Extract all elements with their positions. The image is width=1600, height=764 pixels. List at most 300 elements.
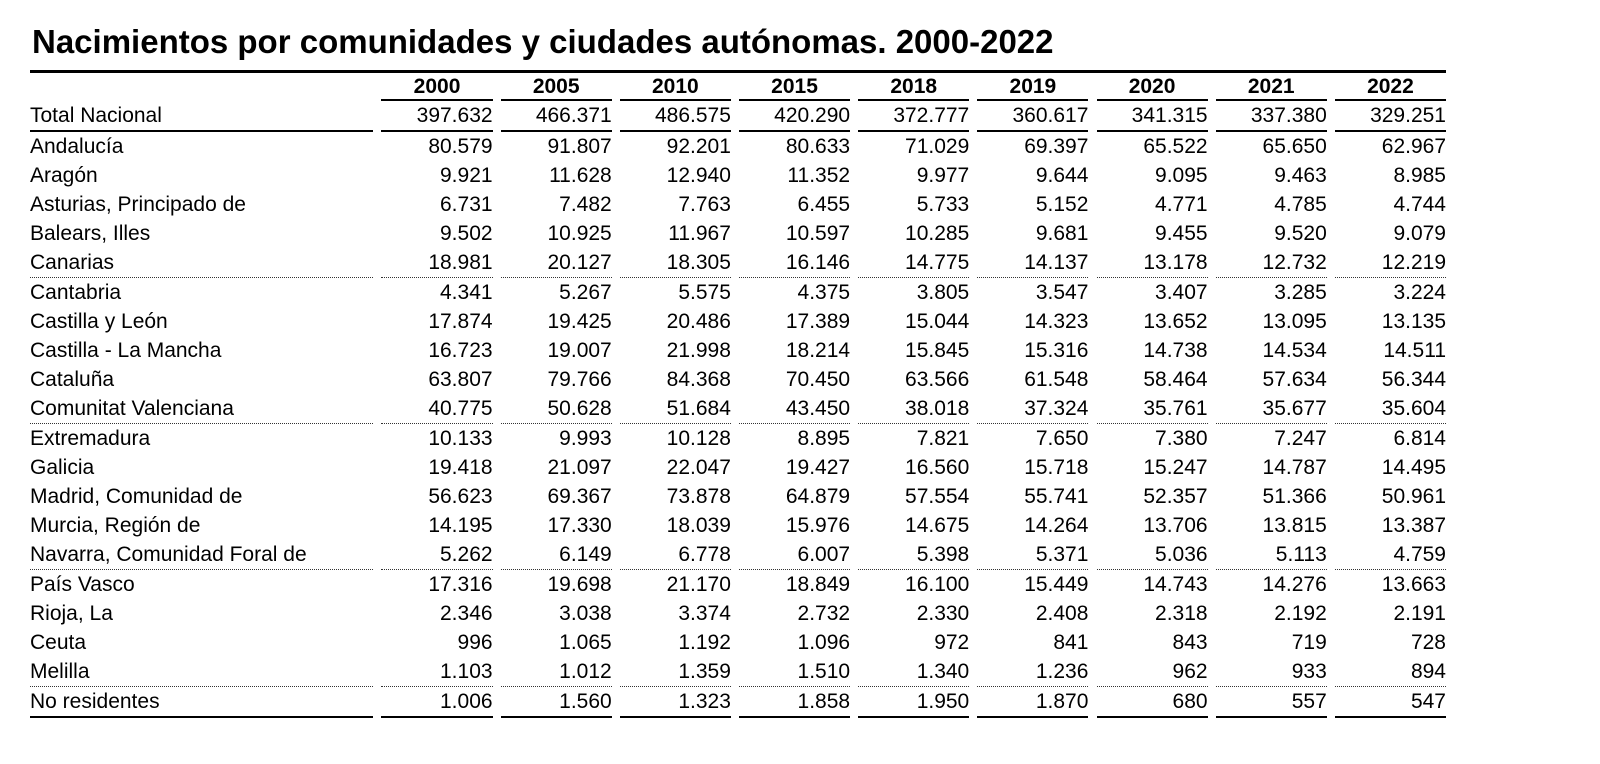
region-name: Aragón <box>30 164 98 187</box>
birth-count: 9.993 <box>559 427 612 450</box>
cell-gap <box>731 540 739 570</box>
table-row <box>30 482 1446 511</box>
cell-gap <box>1088 453 1096 482</box>
cell-gap <box>373 511 381 540</box>
table-row <box>30 453 1446 482</box>
birth-count: 1.323 <box>620 687 731 718</box>
birth-count: 91.807 <box>547 135 612 158</box>
birth-count: 2.346 <box>440 602 493 625</box>
cell-gap <box>731 687 739 718</box>
cell-gap <box>1327 365 1335 394</box>
cell-gap <box>1088 336 1096 365</box>
cell-gap <box>1327 511 1335 540</box>
cell-gap <box>612 190 620 219</box>
birth-count: 15.316 <box>1024 339 1089 362</box>
cell-gap <box>1208 248 1216 278</box>
year-header: 2019 <box>977 73 1088 100</box>
birth-count: 80.579 <box>428 135 493 158</box>
cell-gap <box>1088 482 1096 511</box>
birth-count: 894 <box>1335 657 1446 687</box>
birth-count: 15.718 <box>1024 456 1089 479</box>
cell-gap <box>373 336 381 365</box>
birth-count: 2.408 <box>1035 602 1089 625</box>
birth-count: 7.482 <box>559 193 612 216</box>
cell-gap <box>731 219 739 248</box>
table-row <box>30 657 1446 687</box>
birth-count: 70.450 <box>785 368 851 391</box>
cell-gap <box>493 453 501 482</box>
region-name: Castilla - La Mancha <box>30 339 222 362</box>
birth-count: 19.698 <box>547 573 612 596</box>
cell-gap <box>612 248 620 278</box>
cell-gap <box>373 100 381 131</box>
cell-gap <box>1208 687 1216 718</box>
region-name: Canarias <box>30 248 373 278</box>
birth-count: 7.763 <box>678 193 731 216</box>
region-name: País Vasco <box>30 573 135 596</box>
cell-gap <box>373 570 381 600</box>
header-gap <box>1088 73 1096 100</box>
birth-count: 1.236 <box>977 657 1088 687</box>
total-row <box>30 100 1446 131</box>
birth-count: 547 <box>1335 687 1446 718</box>
birth-count: 14.137 <box>977 248 1088 278</box>
cell-gap <box>731 278 739 308</box>
birth-count: 15.449 <box>1024 573 1089 596</box>
cell-gap <box>1327 657 1335 687</box>
cell-gap <box>373 628 381 657</box>
cell-gap <box>969 687 977 718</box>
cell-gap <box>612 453 620 482</box>
birth-count: 20.486 <box>666 310 731 333</box>
cell-gap <box>1208 540 1216 570</box>
birth-count: 8.985 <box>1393 164 1446 187</box>
cell-gap <box>969 394 977 424</box>
cell-gap <box>493 307 501 336</box>
birth-count: 843 <box>1172 631 1208 654</box>
cell-gap <box>850 628 858 657</box>
cell-gap <box>731 453 739 482</box>
cell-gap <box>373 190 381 219</box>
birth-count: 92.201 <box>666 135 731 158</box>
table-title: Nacimientos por comunidades y ciudades autónomas. 2000-2022 <box>32 23 1054 60</box>
birth-count: 1.359 <box>620 657 731 687</box>
cell-gap <box>373 424 381 454</box>
birth-count: 680 <box>1097 687 1208 718</box>
cell-gap <box>612 131 620 161</box>
cell-gap <box>493 131 501 161</box>
cell-gap <box>1327 278 1335 308</box>
birth-count: 9.079 <box>1393 222 1446 245</box>
cell-gap <box>493 161 501 190</box>
cell-gap <box>612 219 620 248</box>
birth-count: 16.723 <box>428 339 493 362</box>
birth-count: 6.007 <box>739 540 850 570</box>
birth-count: 5.371 <box>977 540 1088 570</box>
cell-gap <box>373 394 381 424</box>
birth-count: 15.976 <box>785 514 851 537</box>
birth-count: 6.731 <box>440 193 493 216</box>
cell-gap <box>612 628 620 657</box>
cell-gap <box>850 219 858 248</box>
cell-gap <box>1088 365 1096 394</box>
header-row <box>30 73 1446 100</box>
region-header <box>30 73 373 100</box>
birth-count: 9.921 <box>440 164 493 187</box>
cell-gap <box>493 687 501 718</box>
birth-count: 972 <box>934 631 970 654</box>
cell-gap <box>493 570 501 600</box>
cell-gap <box>731 248 739 278</box>
region-name: No residentes <box>30 687 373 718</box>
region-name: Andalucía <box>30 135 124 158</box>
cell-gap <box>1327 628 1335 657</box>
birth-count: 21.170 <box>666 573 731 596</box>
cell-gap <box>1088 570 1096 600</box>
birth-count: 3.224 <box>1393 281 1446 304</box>
cell-gap <box>731 161 739 190</box>
cell-gap <box>1327 100 1335 131</box>
birth-count: 51.684 <box>620 394 731 424</box>
birth-count: 9.681 <box>1035 222 1089 245</box>
birth-count: 15.044 <box>905 310 970 333</box>
birth-count: 16.146 <box>739 248 850 278</box>
birth-count: 11.628 <box>549 164 612 187</box>
cell-gap <box>850 365 858 394</box>
birth-count: 372.777 <box>858 100 969 131</box>
birth-count: 10.597 <box>785 222 851 245</box>
cell-gap <box>612 307 620 336</box>
cell-gap <box>612 278 620 308</box>
birth-count: 14.323 <box>1024 310 1089 333</box>
birth-count: 12.219 <box>1335 248 1446 278</box>
birth-count: 13.178 <box>1097 248 1208 278</box>
cell-gap <box>969 453 977 482</box>
header-gap <box>969 73 977 100</box>
cell-gap <box>1088 628 1096 657</box>
region-name: Total Nacional <box>30 100 373 131</box>
birth-count: 6.455 <box>797 193 851 216</box>
region-name: Comunitat Valenciana <box>30 394 373 424</box>
birth-count: 55.741 <box>1024 485 1089 508</box>
cell-gap <box>969 278 977 308</box>
birth-count: 35.677 <box>1216 394 1327 424</box>
birth-count: 1.560 <box>501 687 612 718</box>
birth-count: 1.340 <box>858 657 969 687</box>
cell-gap <box>969 307 977 336</box>
birth-count: 14.787 <box>1262 456 1327 479</box>
cell-gap <box>1088 307 1096 336</box>
cell-gap <box>373 599 381 628</box>
birth-count: 17.389 <box>785 310 851 333</box>
cell-gap <box>1088 599 1096 628</box>
birth-count: 38.018 <box>858 394 969 424</box>
birth-count: 10.128 <box>666 427 731 450</box>
cell-gap <box>850 248 858 278</box>
table-row <box>30 394 1446 424</box>
cell-gap <box>1208 482 1216 511</box>
birth-count: 3.038 <box>559 602 612 625</box>
birth-count: 11.352 <box>787 164 851 187</box>
region-name: Melilla <box>30 657 373 687</box>
cell-gap <box>493 482 501 511</box>
cell-gap <box>850 190 858 219</box>
region-name: Extremadura <box>30 427 151 450</box>
year-header: 2015 <box>739 73 850 100</box>
birth-count: 420.290 <box>739 100 850 131</box>
birth-count: 337.380 <box>1216 100 1327 131</box>
cell-gap <box>1208 131 1216 161</box>
region-name: Ceuta <box>30 631 87 654</box>
birth-count: 50.628 <box>501 394 612 424</box>
cell-gap <box>1208 365 1216 394</box>
birth-count: 1.065 <box>559 631 612 654</box>
cell-gap <box>612 482 620 511</box>
cell-gap <box>1327 190 1335 219</box>
cell-gap <box>969 482 977 511</box>
cell-gap <box>373 365 381 394</box>
birth-count: 962 <box>1097 657 1208 687</box>
cell-gap <box>1208 161 1216 190</box>
cell-gap <box>373 161 381 190</box>
table-row <box>30 365 1446 394</box>
birth-count: 14.511 <box>1383 339 1446 362</box>
cell-gap <box>493 394 501 424</box>
region-name: Cataluña <box>30 368 115 391</box>
birth-count: 4.744 <box>1393 193 1446 216</box>
births-table <box>30 73 1446 718</box>
header-gap <box>493 73 501 100</box>
birth-count: 9.095 <box>1155 164 1208 187</box>
birth-count: 14.534 <box>1262 339 1327 362</box>
birth-count: 5.733 <box>916 193 970 216</box>
cell-gap <box>612 336 620 365</box>
cell-gap <box>1327 394 1335 424</box>
birth-count: 52.357 <box>1143 485 1208 508</box>
cell-gap <box>1088 540 1096 570</box>
year-header: 2005 <box>501 73 612 100</box>
cell-gap <box>731 131 739 161</box>
cell-gap <box>969 540 977 570</box>
birth-count: 12.940 <box>666 164 731 187</box>
cell-gap <box>969 219 977 248</box>
birth-count: 1.192 <box>678 631 731 654</box>
cell-gap <box>731 570 739 600</box>
cell-gap <box>373 687 381 718</box>
birth-count: 14.775 <box>858 248 969 278</box>
birth-count: 5.267 <box>559 281 612 304</box>
birth-count: 14.195 <box>428 514 493 537</box>
cell-gap <box>1088 511 1096 540</box>
birth-count: 2.330 <box>916 602 970 625</box>
cell-gap <box>1088 278 1096 308</box>
birth-count: 1.950 <box>858 687 969 718</box>
birth-count: 79.766 <box>547 368 612 391</box>
birth-count: 9.455 <box>1155 222 1208 245</box>
table-row <box>30 307 1446 336</box>
cell-gap <box>850 424 858 454</box>
birth-count: 10.285 <box>905 222 970 245</box>
cell-gap <box>731 394 739 424</box>
birth-count: 5.113 <box>1216 540 1327 570</box>
cell-gap <box>1327 687 1335 718</box>
birth-count: 56.344 <box>1381 368 1446 391</box>
cell-gap <box>850 540 858 570</box>
cell-gap <box>731 657 739 687</box>
cell-gap <box>1327 336 1335 365</box>
table-row <box>30 570 1446 600</box>
birth-count: 13.663 <box>1381 573 1446 596</box>
cell-gap <box>969 657 977 687</box>
birth-count: 14.264 <box>1024 514 1089 537</box>
birth-count: 17.316 <box>428 573 493 596</box>
table-row <box>30 424 1446 454</box>
birth-count: 3.407 <box>1155 281 1208 304</box>
birth-count: 61.548 <box>1024 368 1089 391</box>
table-row <box>30 599 1446 628</box>
cell-gap <box>612 424 620 454</box>
cell-gap <box>969 190 977 219</box>
table-row <box>30 190 1446 219</box>
region-name: Balears, Illes <box>30 222 151 245</box>
cell-gap <box>612 394 620 424</box>
cell-gap <box>1208 307 1216 336</box>
birth-count: 6.814 <box>1393 427 1446 450</box>
header-gap <box>731 73 739 100</box>
cell-gap <box>612 511 620 540</box>
cell-gap <box>969 336 977 365</box>
birth-count: 341.315 <box>1097 100 1208 131</box>
birth-count: 5.152 <box>1035 193 1089 216</box>
cell-gap <box>1208 511 1216 540</box>
birth-count: 360.617 <box>977 100 1088 131</box>
birth-count: 19.418 <box>428 456 493 479</box>
birth-count: 10.133 <box>428 427 493 450</box>
birth-count: 6.778 <box>620 540 731 570</box>
table-row <box>30 628 1446 657</box>
cell-gap <box>1327 248 1335 278</box>
cell-gap <box>493 424 501 454</box>
birth-count: 466.371 <box>501 100 612 131</box>
cell-gap <box>1327 540 1335 570</box>
cell-gap <box>1327 161 1335 190</box>
cell-gap <box>1327 307 1335 336</box>
birth-count: 14.495 <box>1381 456 1446 479</box>
birth-count: 329.251 <box>1335 100 1446 131</box>
birth-count: 19.007 <box>547 339 612 362</box>
cell-gap <box>969 424 977 454</box>
cell-gap <box>850 394 858 424</box>
birth-count: 18.305 <box>620 248 731 278</box>
cell-gap <box>969 511 977 540</box>
cell-gap <box>1088 161 1096 190</box>
birth-count: 7.650 <box>1035 427 1089 450</box>
birth-count: 933 <box>1216 657 1327 687</box>
birth-count: 35.761 <box>1097 394 1208 424</box>
cell-gap <box>493 336 501 365</box>
birth-count: 3.374 <box>678 602 731 625</box>
birth-count: 5.036 <box>1097 540 1208 570</box>
birth-count: 73.878 <box>666 485 731 508</box>
header-gap <box>1327 73 1335 100</box>
birth-count: 557 <box>1216 687 1327 718</box>
cell-gap <box>1088 100 1096 131</box>
table-row <box>30 336 1446 365</box>
table-row <box>30 687 1446 718</box>
birth-count: 13.095 <box>1262 310 1327 333</box>
birth-count: 486.575 <box>620 100 731 131</box>
birth-count: 4.341 <box>440 281 493 304</box>
birth-count: 13.652 <box>1143 310 1208 333</box>
birth-count: 841 <box>1053 631 1089 654</box>
year-header: 2020 <box>1097 73 1208 100</box>
birth-count: 16.560 <box>905 456 970 479</box>
birth-count: 1.870 <box>977 687 1088 718</box>
cell-gap <box>1208 394 1216 424</box>
birth-count: 5.398 <box>858 540 969 570</box>
birth-count: 57.554 <box>905 485 970 508</box>
cell-gap <box>850 100 858 131</box>
birth-count: 2.191 <box>1393 602 1446 625</box>
cell-gap <box>731 511 739 540</box>
cell-gap <box>373 248 381 278</box>
cell-gap <box>850 278 858 308</box>
cell-gap <box>850 336 858 365</box>
cell-gap <box>850 307 858 336</box>
cell-gap <box>850 161 858 190</box>
cell-gap <box>1208 628 1216 657</box>
birth-count: 1.096 <box>797 631 851 654</box>
region-name: Castilla y León <box>30 310 168 333</box>
cell-gap <box>493 100 501 131</box>
birth-count: 2.192 <box>1274 602 1327 625</box>
cell-gap <box>1327 570 1335 600</box>
cell-gap <box>731 365 739 394</box>
table-row <box>30 131 1446 161</box>
region-name: Madrid, Comunidad de <box>30 485 243 508</box>
birth-count: 51.366 <box>1262 485 1327 508</box>
birth-count: 1.103 <box>381 657 492 687</box>
birth-count: 3.547 <box>1035 281 1089 304</box>
cell-gap <box>969 131 977 161</box>
birth-count: 65.650 <box>1262 135 1327 158</box>
cell-gap <box>1208 453 1216 482</box>
birth-count: 5.575 <box>678 281 731 304</box>
cell-gap <box>1208 657 1216 687</box>
birth-count: 14.738 <box>1143 339 1208 362</box>
region-name: Navarra, Comunidad Foral de <box>30 540 373 570</box>
birth-count: 7.380 <box>1155 427 1208 450</box>
birth-count: 14.743 <box>1143 573 1208 596</box>
birth-count: 56.623 <box>428 485 493 508</box>
birth-count: 15.845 <box>905 339 970 362</box>
birth-count: 4.785 <box>1274 193 1327 216</box>
cell-gap <box>373 482 381 511</box>
birth-count: 3.805 <box>916 281 970 304</box>
birth-count: 58.464 <box>1143 368 1208 391</box>
birth-count: 21.097 <box>547 456 612 479</box>
cell-gap <box>493 511 501 540</box>
birth-count: 1.510 <box>739 657 850 687</box>
birth-count: 64.879 <box>785 485 851 508</box>
birth-count: 5.262 <box>381 540 492 570</box>
birth-count: 4.771 <box>1155 193 1208 216</box>
cell-gap <box>373 307 381 336</box>
cell-gap <box>850 570 858 600</box>
birth-count: 62.967 <box>1381 135 1446 158</box>
cell-gap <box>612 100 620 131</box>
birth-count: 63.807 <box>428 368 493 391</box>
